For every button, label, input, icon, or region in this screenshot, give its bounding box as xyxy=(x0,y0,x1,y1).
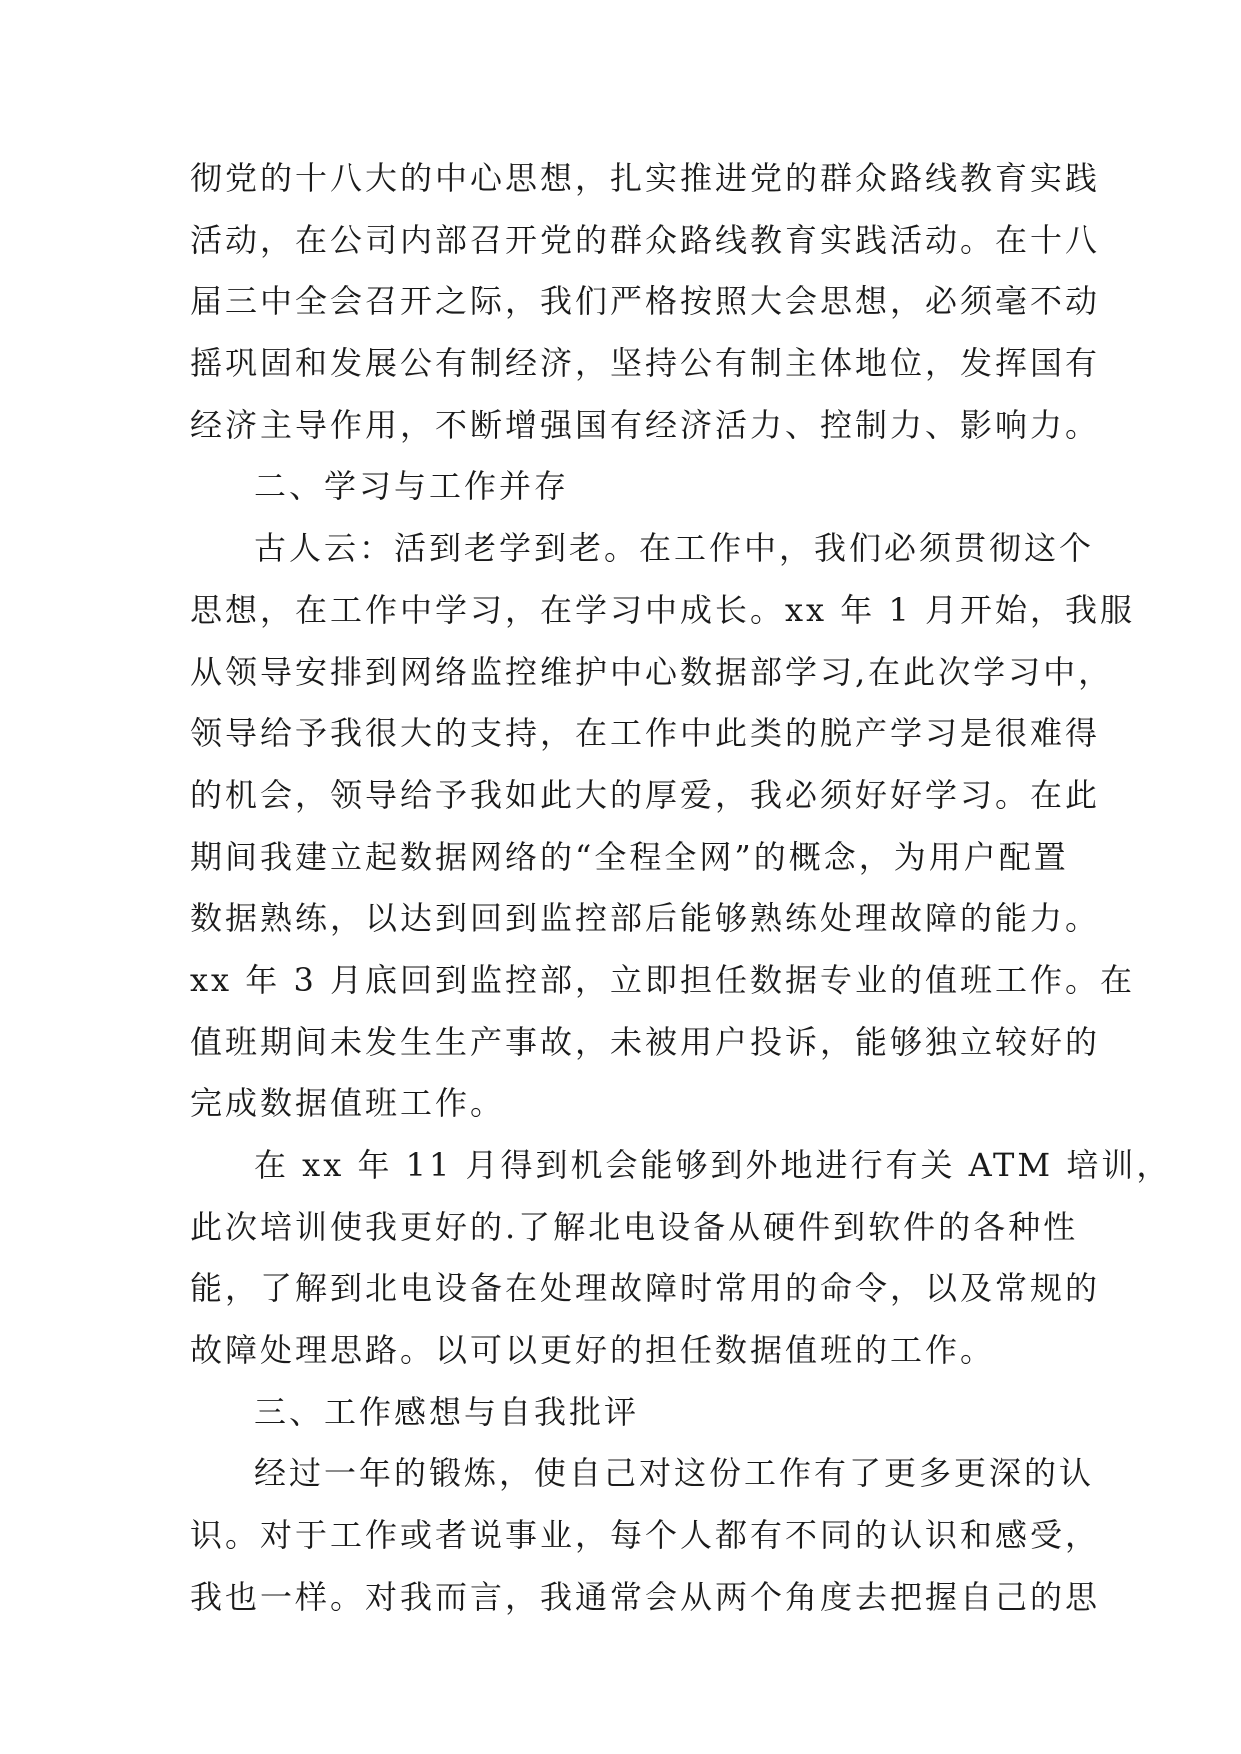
text-line: 彻党的十八大的中心思想，扎实推进党的群众路线教育实践 xyxy=(190,159,1101,197)
text-line: 完成数据值班工作。 xyxy=(190,1084,506,1123)
text-line: 届三中全会召开之际，我们严格按照大会思想，必须毫不动 xyxy=(190,282,1101,321)
text-line: 古人云：活到老学到老。在工作中，我们必须贯彻这个 xyxy=(254,529,1095,568)
text-line: 经过一年的锻炼，使自己对这份工作有了更多更深的认 xyxy=(254,1454,1095,1493)
text-line: 值班期间未发生生产事故，未被用户投诉，能够独立较好的 xyxy=(190,1022,1101,1061)
text-line: xx 年 3 月底回到监控部，立即担任数据专业的值班工作。在 xyxy=(190,960,1135,999)
text-line: 领导给予我很大的支持，在工作中此类的脱产学习是很难得 xyxy=(190,714,1101,753)
text-line: 能，了解到北电设备在处理故障时常用的命令，以及常规的 xyxy=(190,1269,1101,1308)
text-line: 我也一样。对我而言，我通常会从两个角度去把握自己的思 xyxy=(190,1577,1101,1616)
text-line: 从领导安排到网络监控维护中心数据部学习,在此次学习中， xyxy=(190,652,1114,691)
text-line: 数据熟练，以达到回到监控部后能够熟练处理故障的能力。 xyxy=(190,899,1101,938)
text-line: 摇巩固和发展公有制经济，坚持公有制主体地位，发挥国有 xyxy=(190,344,1101,383)
document-page xyxy=(190,148,1172,1629)
text-line: 识。对于工作或者说事业，每个人都有不同的认识和感受， xyxy=(190,1516,1101,1555)
text-line: 此次培训使我更好的.了解北电设备从硬件到软件的各种性 xyxy=(190,1207,1079,1246)
section-heading: 二、学习与工作并存 xyxy=(254,467,570,506)
text-line: 在 xx 年 11 月得到机会能够到外地进行有关 ATM 培训， xyxy=(254,1146,1172,1184)
text-line: 故障处理思路。以可以更好的担任数据值班的工作。 xyxy=(190,1331,996,1370)
text-line: 经济主导作用，不断增强国有经济活力、控制力、影响力。 xyxy=(190,405,1101,444)
text-line: 思想，在工作中学习，在学习中成长。xx 年 1 月开始，我服 xyxy=(190,590,1135,629)
section-heading: 三、工作感想与自我批评 xyxy=(254,1392,640,1431)
text-line: 期间我建立起数据网络的“全程全网”的概念，为用户配置 xyxy=(190,837,1069,876)
text-line: 的机会，领导给予我如此大的厚爱，我必须好好学习。在此 xyxy=(190,775,1101,814)
text-line: 活动，在公司内部召开党的群众路线教育实践活动。在十八 xyxy=(190,220,1101,259)
